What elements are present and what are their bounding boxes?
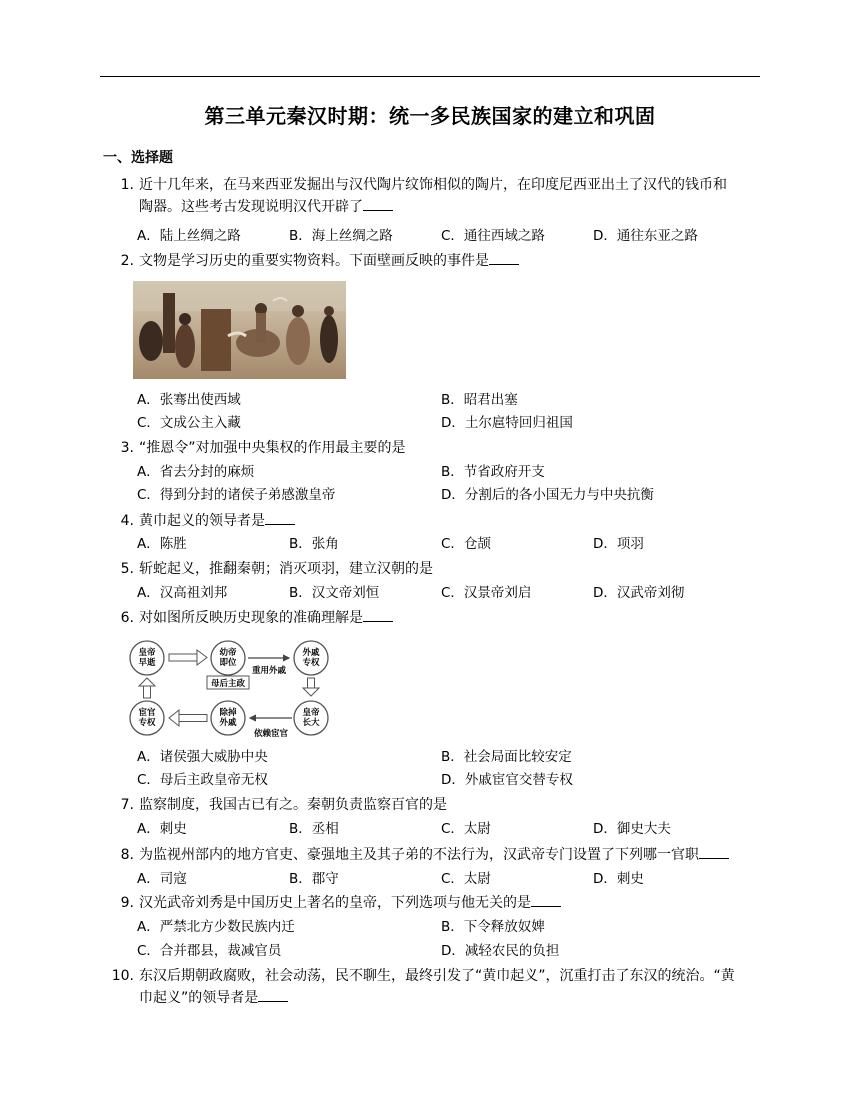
arrow [303, 678, 319, 696]
option-b[interactable]: B．张角 [289, 536, 339, 552]
question-number: 3. [120, 440, 134, 456]
question-text: 斩蛇起义，推翻秦朝；消灭项羽，建立汉朝的是 [139, 561, 433, 577]
question-8 [110, 844, 760, 866]
option-c[interactable]: C．母后主政皇帝无权 [137, 772, 268, 788]
option-b[interactable]: B．节省政府开支 [441, 464, 545, 480]
option-b[interactable]: B．下令释放奴婢 [441, 919, 545, 935]
svg-text:皇帝: 皇帝 [302, 708, 320, 718]
question-3 [110, 437, 760, 459]
option-d[interactable]: D．通往东亚之路 [593, 228, 698, 244]
question-text: 近十几年来，在马来西亚发掘出与汉代陶片纹饰相似的陶片，在印度尼西亚出土了汉代的钱币和 [139, 177, 727, 193]
node-child-emperor [211, 641, 245, 675]
option-a[interactable]: A．司寇 [137, 871, 187, 887]
question-5 [110, 558, 760, 580]
question-9 [110, 892, 760, 914]
question-number: 8. [120, 847, 134, 863]
option-d[interactable]: D．分割后的各小国无力与中央抗衡 [441, 487, 654, 503]
option-c[interactable]: C．通往西域之路 [441, 228, 545, 244]
question-text: 对如图所反映历史现象的准确理解是 [139, 610, 363, 626]
flow-diagram [127, 638, 332, 738]
option-d[interactable]: D．御史大夫 [593, 821, 671, 837]
svg-text:幼帝: 幼帝 [219, 648, 237, 658]
answer-blank [531, 892, 561, 907]
question-text: 巾起义”的领导者是 [139, 990, 259, 1006]
option-a[interactable]: A．诸侯强大威胁中央 [137, 749, 268, 765]
question-number: 1. [120, 177, 134, 193]
arrow [169, 710, 207, 726]
option-c[interactable]: C．太尉 [441, 821, 491, 837]
option-a[interactable]: A．省去分封的麻烦 [137, 464, 255, 480]
question-1 [110, 174, 760, 222]
question-10 [110, 965, 760, 1013]
section-heading: 一、选择题 [103, 150, 173, 166]
answer-blank [363, 196, 393, 211]
question-text: “推恩令”对加强中央集权的作用最主要的是 [139, 440, 406, 456]
question-text: 文物是学习历史的重要实物资料。下面壁画反映的事件是 [139, 253, 489, 269]
mural-image [133, 281, 346, 379]
option-b[interactable]: B．昭君出塞 [441, 392, 518, 408]
question-7 [110, 794, 760, 816]
page-title: 第三单元秦汉时期：统一多民族国家的建立和巩固 [204, 104, 656, 128]
option-d[interactable]: D．外戚宦官交替专权 [441, 772, 573, 788]
question-text: 黄巾起义的领导者是 [139, 513, 265, 529]
question-text: 东汉后期朝政腐败，社会动荡，民不聊生，最终引发了“黄巾起义”，沉重打击了东汉的统治。“黄 [139, 968, 735, 984]
question-text: 为监视州部内的地方官吏、豪强地主及其子弟的不法行为，汉武帝专门设置了下列哪一官职 [139, 847, 699, 863]
option-d[interactable]: D．土尔扈特回归祖国 [441, 415, 573, 431]
node-emperor-dies [130, 641, 164, 675]
svg-text:除掉: 除掉 [219, 708, 237, 718]
option-a[interactable]: A．张骞出使西域 [137, 392, 241, 408]
option-d[interactable]: D．汉武帝刘彻 [593, 585, 685, 601]
svg-text:长大: 长大 [302, 718, 320, 728]
answer-blank [699, 844, 729, 859]
node-emperor-grows [294, 701, 328, 735]
question-6 [110, 607, 760, 629]
node-remove-consort-kin [211, 701, 245, 735]
option-d[interactable]: D．减轻农民的负担 [441, 943, 560, 959]
option-c[interactable]: C．得到分封的诸侯子弟感激皇帝 [137, 487, 336, 503]
option-a[interactable]: A．汉高祖刘邦 [137, 585, 228, 601]
node-eunuch-power [130, 701, 164, 735]
question-text: 陶器。这些考古发现说明汉代开辟了 [139, 199, 363, 215]
question-4 [110, 510, 760, 532]
question-number: 5. [120, 561, 134, 577]
answer-blank [258, 987, 288, 1002]
arrow [139, 678, 155, 698]
question-number: 10. [111, 968, 134, 984]
option-d[interactable]: D．刺史 [593, 871, 644, 887]
option-a[interactable]: A．刺史 [137, 821, 187, 837]
top-rule [100, 76, 760, 77]
answer-blank [265, 510, 295, 525]
svg-text:即位: 即位 [219, 658, 237, 668]
option-c[interactable]: C．文成公主入藏 [137, 415, 241, 431]
label-regent-mother [207, 676, 249, 689]
node-consort-kin-power [294, 641, 328, 675]
svg-text:皇帝: 皇帝 [138, 648, 156, 658]
answer-blank [489, 250, 519, 265]
option-b[interactable]: B．海上丝绸之路 [289, 228, 393, 244]
question-number: 4. [120, 513, 134, 529]
question-number: 9. [120, 895, 134, 911]
label-rely-eunuchs: 依赖宦官 [253, 729, 289, 738]
option-a[interactable]: A．陆上丝绸之路 [137, 228, 241, 244]
option-a[interactable]: A．严禁北方少数民族内迁 [137, 919, 295, 935]
option-d[interactable]: D．项羽 [593, 536, 644, 552]
option-c[interactable]: C．合并郡县，裁减官员 [137, 943, 282, 959]
option-b[interactable]: B．社会局面比较安定 [441, 749, 572, 765]
option-b[interactable]: B．汉文帝刘恒 [289, 585, 380, 601]
svg-text:外戚: 外戚 [219, 718, 237, 728]
svg-text:专权: 专权 [302, 658, 320, 668]
question-text: 监察制度，我国古已有之。秦朝负责监察百官的是 [139, 797, 447, 813]
option-a[interactable]: A．陈胜 [137, 536, 187, 552]
option-c[interactable]: C．仓颉 [441, 536, 491, 552]
question-2 [110, 250, 760, 272]
svg-text:外戚: 外戚 [302, 648, 320, 658]
svg-text:宦官: 宦官 [138, 708, 156, 718]
answer-blank [363, 607, 393, 622]
question-number: 6. [120, 610, 134, 626]
question-number: 2. [120, 253, 134, 269]
option-c[interactable]: C．太尉 [441, 871, 491, 887]
option-b[interactable]: B．丞相 [289, 821, 339, 837]
question-number: 7. [120, 797, 134, 813]
label-use-consort-kin: 重用外戚 [251, 666, 287, 676]
option-b[interactable]: B．郡守 [289, 871, 339, 887]
svg-text:专权: 专权 [138, 718, 156, 728]
question-text: 汉光武帝刘秀是中国历史上著名的皇帝，下列选项与他无关的是 [139, 895, 531, 911]
svg-text:母后主政: 母后主政 [210, 679, 246, 689]
option-c[interactable]: C．汉景帝刘启 [441, 585, 532, 601]
arrow [169, 650, 207, 665]
svg-text:早逝: 早逝 [138, 658, 156, 668]
